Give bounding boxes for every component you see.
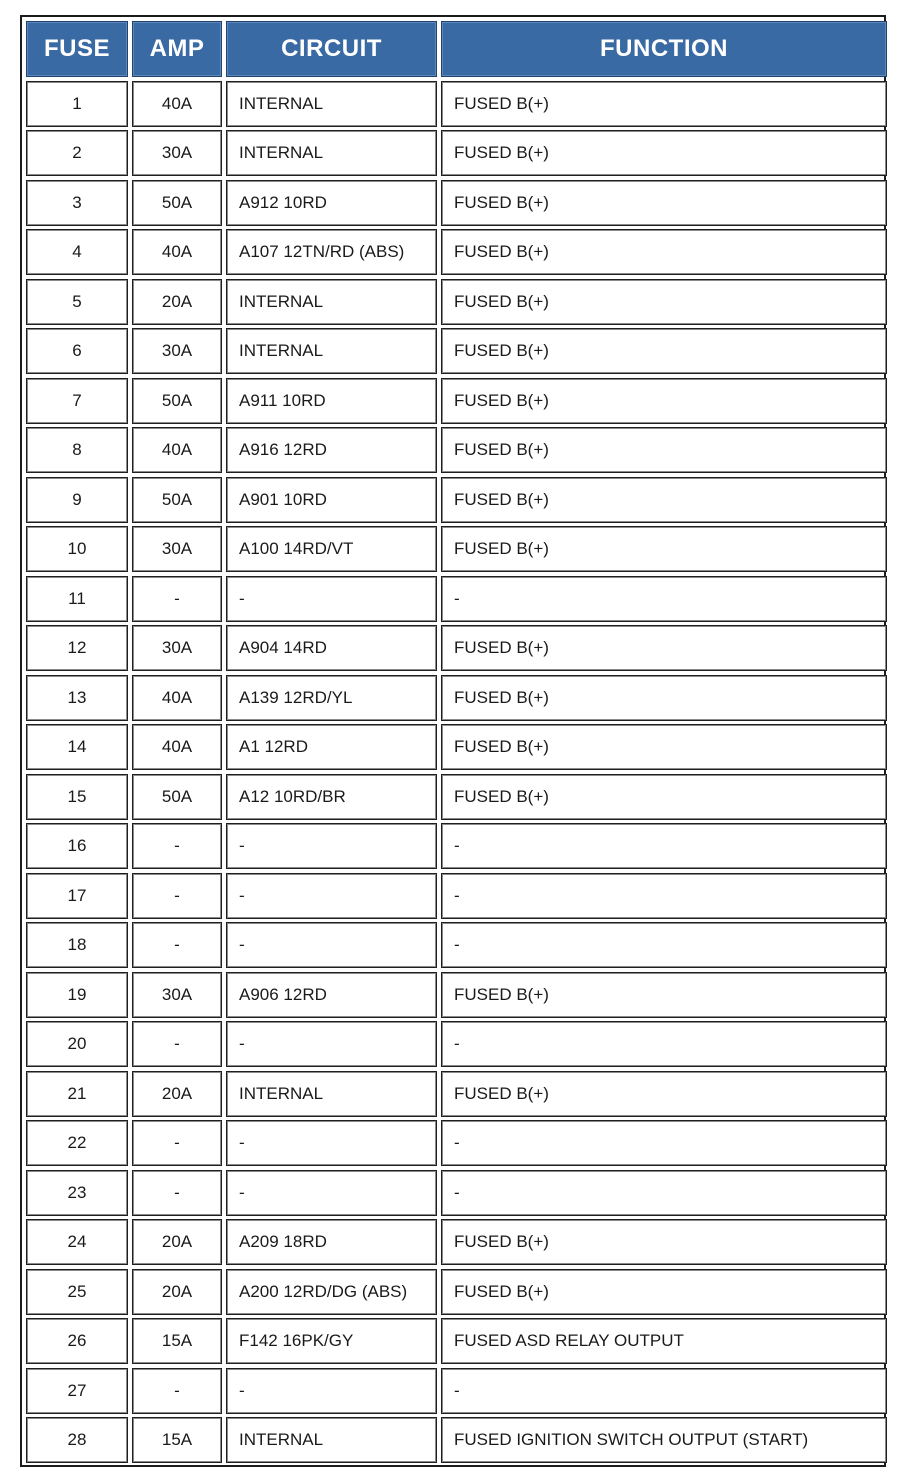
amp-rating-cell: - <box>132 1368 222 1414</box>
circuit-cell: - <box>226 873 437 919</box>
circuit-cell: - <box>226 576 437 622</box>
amp-rating-cell: 30A <box>132 625 222 671</box>
fuse-number-cell: 10 <box>26 526 128 572</box>
fuse-table <box>26 21 887 1463</box>
circuit-cell: A200 12RD/DG (ABS) <box>226 1269 437 1315</box>
fuse-number-cell: 22 <box>26 1120 128 1166</box>
fuse-number-cell: 1 <box>26 81 128 127</box>
fuse-number-cell: 9 <box>26 477 128 523</box>
function-cell: FUSED B(+) <box>441 229 887 275</box>
fuse-number-cell: 27 <box>26 1368 128 1414</box>
fuse-number-cell: 16 <box>26 823 128 869</box>
function-cell: FUSED ASD RELAY OUTPUT <box>441 1318 887 1364</box>
amp-rating-cell: 30A <box>132 130 222 176</box>
amp-rating-cell: 50A <box>132 180 222 226</box>
amp-rating-cell: 40A <box>132 427 222 473</box>
function-cell: FUSED IGNITION SWITCH OUTPUT (START) <box>441 1417 887 1463</box>
fuse-number-cell: 12 <box>26 625 128 671</box>
function-cell: FUSED B(+) <box>441 279 887 325</box>
fuse-number-cell: 15 <box>26 774 128 820</box>
function-cell: - <box>441 1368 887 1414</box>
fuse-number-cell: 23 <box>26 1170 128 1216</box>
amp-rating-cell: 40A <box>132 675 222 721</box>
function-cell: FUSED B(+) <box>441 1071 887 1117</box>
fuse-number-cell: 17 <box>26 873 128 919</box>
fuse-number-cell: 25 <box>26 1269 128 1315</box>
circuit-cell: A1 12RD <box>226 724 437 770</box>
fuse-number-cell: 13 <box>26 675 128 721</box>
function-cell: - <box>441 1021 887 1067</box>
amp-rating-cell: 20A <box>132 1071 222 1117</box>
amp-rating-cell: 30A <box>132 328 222 374</box>
fuse-number-cell: 3 <box>26 180 128 226</box>
amp-rating-cell: - <box>132 1170 222 1216</box>
amp-rating-cell: 15A <box>132 1318 222 1364</box>
fuse-number-cell: 20 <box>26 1021 128 1067</box>
fuse-number-cell: 14 <box>26 724 128 770</box>
function-cell: FUSED B(+) <box>441 328 887 374</box>
circuit-cell: A12 10RD/BR <box>226 774 437 820</box>
amp-rating-cell: - <box>132 576 222 622</box>
circuit-cell: - <box>226 823 437 869</box>
amp-rating-cell: 30A <box>132 526 222 572</box>
function-cell: FUSED B(+) <box>441 81 887 127</box>
function-cell: FUSED B(+) <box>441 130 887 176</box>
fuse-number-cell: 6 <box>26 328 128 374</box>
circuit-cell: INTERNAL <box>226 81 437 127</box>
fuse-number-cell: 11 <box>26 576 128 622</box>
amp-rating-cell: 30A <box>132 972 222 1018</box>
circuit-cell: A904 14RD <box>226 625 437 671</box>
amp-rating-cell: - <box>132 873 222 919</box>
amp-rating-cell: 40A <box>132 724 222 770</box>
circuit-cell: INTERNAL <box>226 130 437 176</box>
circuit-cell: A906 12RD <box>226 972 437 1018</box>
amp-rating-cell: 20A <box>132 1219 222 1265</box>
amp-rating-cell: 20A <box>132 1269 222 1315</box>
circuit-cell: A209 18RD <box>226 1219 437 1265</box>
circuit-cell: - <box>226 1368 437 1414</box>
function-cell: FUSED B(+) <box>441 1269 887 1315</box>
header-function: FUNCTION <box>441 21 887 77</box>
function-cell: FUSED B(+) <box>441 180 887 226</box>
fuse-number-cell: 19 <box>26 972 128 1018</box>
amp-rating-cell: 20A <box>132 279 222 325</box>
circuit-cell: - <box>226 1120 437 1166</box>
circuit-cell: A916 12RD <box>226 427 437 473</box>
amp-rating-cell: - <box>132 823 222 869</box>
fuse-number-cell: 7 <box>26 378 128 424</box>
amp-rating-cell: 40A <box>132 81 222 127</box>
amp-rating-cell: - <box>132 1120 222 1166</box>
function-cell: FUSED B(+) <box>441 625 887 671</box>
function-cell: - <box>441 922 887 968</box>
circuit-cell: - <box>226 922 437 968</box>
circuit-cell: A100 14RD/VT <box>226 526 437 572</box>
header-circuit: CIRCUIT <box>226 21 437 77</box>
header-amp: AMP <box>132 21 222 77</box>
fuse-number-cell: 8 <box>26 427 128 473</box>
function-cell: FUSED B(+) <box>441 477 887 523</box>
circuit-cell: - <box>226 1170 437 1216</box>
function-cell: - <box>441 823 887 869</box>
circuit-cell: A139 12RD/YL <box>226 675 437 721</box>
fuse-number-cell: 18 <box>26 922 128 968</box>
amp-rating-cell: 40A <box>132 229 222 275</box>
function-cell: FUSED B(+) <box>441 526 887 572</box>
fuse-table-frame <box>20 15 886 1467</box>
circuit-cell: A912 10RD <box>226 180 437 226</box>
circuit-cell: - <box>226 1021 437 1067</box>
function-cell: FUSED B(+) <box>441 724 887 770</box>
fuse-number-cell: 5 <box>26 279 128 325</box>
function-cell: FUSED B(+) <box>441 427 887 473</box>
function-cell: FUSED B(+) <box>441 675 887 721</box>
amp-rating-cell: 50A <box>132 378 222 424</box>
function-cell: - <box>441 873 887 919</box>
amp-rating-cell: 50A <box>132 774 222 820</box>
amp-rating-cell: 50A <box>132 477 222 523</box>
fuse-number-cell: 2 <box>26 130 128 176</box>
header-fuse: FUSE <box>26 21 128 77</box>
function-cell: FUSED B(+) <box>441 378 887 424</box>
amp-rating-cell: - <box>132 1021 222 1067</box>
circuit-cell: A901 10RD <box>226 477 437 523</box>
circuit-cell: INTERNAL <box>226 1417 437 1463</box>
fuse-number-cell: 24 <box>26 1219 128 1265</box>
fuse-number-cell: 28 <box>26 1417 128 1463</box>
function-cell: - <box>441 1120 887 1166</box>
function-cell: FUSED B(+) <box>441 972 887 1018</box>
function-cell: - <box>441 1170 887 1216</box>
circuit-cell: INTERNAL <box>226 328 437 374</box>
circuit-cell: A107 12TN/RD (ABS) <box>226 229 437 275</box>
fuse-number-cell: 21 <box>26 1071 128 1117</box>
amp-rating-cell: 15A <box>132 1417 222 1463</box>
fuse-number-cell: 26 <box>26 1318 128 1364</box>
function-cell: - <box>441 576 887 622</box>
circuit-cell: INTERNAL <box>226 279 437 325</box>
function-cell: FUSED B(+) <box>441 1219 887 1265</box>
circuit-cell: F142 16PK/GY <box>226 1318 437 1364</box>
function-cell: FUSED B(+) <box>441 774 887 820</box>
amp-rating-cell: - <box>132 922 222 968</box>
circuit-cell: INTERNAL <box>226 1071 437 1117</box>
fuse-number-cell: 4 <box>26 229 128 275</box>
circuit-cell: A911 10RD <box>226 378 437 424</box>
